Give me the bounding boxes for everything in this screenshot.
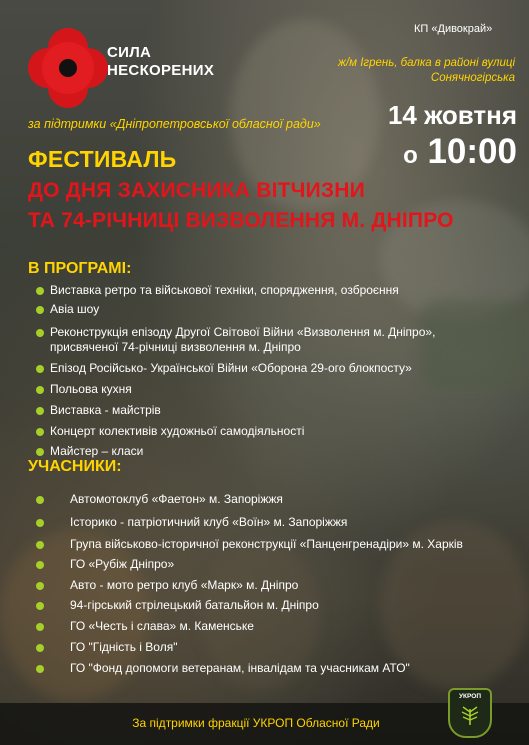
participant-item: ГО "Фонд допомоги ветеранам, інвалідам та учасникам АТО" (70, 661, 410, 675)
dill-leaf-icon (459, 704, 481, 726)
time-prefix: о (403, 142, 418, 169)
program-item: Концерт колективів художньої самодіяльності (50, 424, 305, 438)
bullet-icon (36, 496, 44, 504)
program-item: Майстер – класи (50, 444, 144, 458)
bullet-icon (36, 386, 44, 394)
bullet-icon (36, 561, 44, 569)
bullet-icon (36, 448, 44, 456)
bullet-icon (36, 541, 44, 549)
time-value: 10:00 (427, 132, 517, 171)
logo-text (107, 44, 214, 80)
program-item: Виставка ретро та військової техніки, спорядження, озброєння (50, 283, 399, 297)
bullet-icon (36, 428, 44, 436)
program-item: Епізод Російсько- Української Війни «Оборона 29-ого блокпосту» (50, 361, 412, 375)
festival-subtitle (28, 176, 528, 236)
program-item: Польова кухня (50, 382, 132, 396)
bullet-icon (36, 407, 44, 415)
bullet-icon (36, 287, 44, 295)
location: ж/м Ігрень, балка в районі вулиці Сонячногірська (338, 57, 515, 84)
bullet-icon (36, 306, 44, 314)
participant-item: 94-гірський стрілецький батальйон м. Дніпро (70, 598, 319, 612)
participant-item: ГО «Честь і слава» м. Каменське (70, 619, 254, 633)
support-line: за підтримки «Дніпропетровської обласної ради» (28, 117, 321, 131)
event-time (403, 134, 517, 174)
logo-line1: СИЛА (107, 44, 152, 61)
poppy-logo-icon (28, 28, 108, 108)
bullet-icon (36, 519, 44, 527)
footer-text: За підтримки фракції УКРОП Обласної Ради (132, 716, 380, 730)
participant-item: ГО «Рубіж Дніпро» (70, 557, 175, 571)
bullet-icon (36, 644, 44, 652)
organizer: КП «Дивокрай» (414, 23, 493, 35)
subtitle-line2: ТА 74-РІЧНИЦІ ВИЗВОЛЕННЯ М. ДНІПРО (28, 209, 454, 232)
bullet-icon (36, 665, 44, 673)
program-item: Авіа шоу (50, 302, 100, 316)
bullet-icon (36, 582, 44, 590)
participant-item: Авто - мото ретро клуб «Марк» м. Дніпро (70, 578, 299, 592)
participant-item: Історико - патріотичний клуб «Воїн» м. Запоріжжя (70, 515, 348, 529)
program-item: Реконструкція епізоду Другої Світової Війни «Визволення м. Дніпро», присвяченої 74-річниці визволення м. Дніпро (50, 325, 436, 354)
participant-item: ГО "Гідність і Воля" (70, 640, 178, 654)
program-title: В ПРОГРАМІ: (28, 260, 132, 277)
participant-item: Група військово-історичної реконструкції «Панценгренадіри» м. Харків (70, 537, 463, 551)
bullet-icon (36, 365, 44, 373)
participant-item: Автомотоклуб «Фаетон» м. Запоріжжя (70, 492, 283, 506)
subtitle-line1: ДО ДНЯ ЗАХИСНИКА ВІТЧИЗНИ (28, 179, 365, 202)
bullet-icon (36, 623, 44, 631)
event-date: 14 жовтня (387, 100, 517, 130)
bullet-icon (36, 602, 44, 610)
ukrop-badge (448, 688, 492, 738)
participants-title: УЧАСНИКИ: (28, 458, 122, 475)
logo-line2: НЕСКОРЕНИХ (107, 62, 215, 79)
festival-title: ФЕСТИВАЛЬ (28, 146, 177, 172)
bullet-icon (36, 329, 44, 337)
program-item: Виставка - майстрів (50, 403, 161, 417)
ukrop-badge-text: УКРОП (459, 693, 481, 700)
